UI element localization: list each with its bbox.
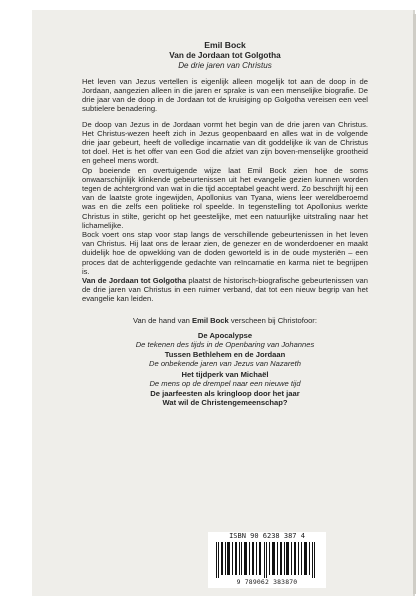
barcode-icon <box>214 542 320 578</box>
book-item-subtitle: De tekenen des tijds in de Openbaring van Johannes <box>135 339 315 349</box>
other-books-intro <box>82 316 368 325</box>
barcode-box <box>208 532 326 588</box>
header <box>82 40 368 71</box>
page-edge <box>413 14 416 594</box>
book-item-subtitle: De onbekende jaren van Jezus van Nazareth <box>149 359 301 369</box>
paragraph-5-bold-title: Van de Jordaan tot Golgotha <box>82 275 187 285</box>
book-item-title: De jaarfeesten als kringloop door het jaar <box>150 389 300 398</box>
paragraph-4: Bock voert ons stap voor stap langs de verschillende gebeurtenissen in het leven van Christus. Hij laat ons de leraar zien, de genezer en de wonderdoener en maakt duidelijk hoe de opwekking van de doden geworteld is in de oude mysteriën – een proces dat de achterliggende gedachte van reïncarnatie en karma niet te begrijpen is. <box>82 229 368 276</box>
book-item-title: Tussen Bethlehem en de Jordaan <box>164 350 286 360</box>
paragraph-2: De doop van Jezus in de Jordaan vormt het begin van de drie jaren van Christus. Het Christus-wezen heeft zich in Jezus geopenbaard en alles wat in de volgende drie jaar gebeurt, heeft de volledige incarnatie van dit goddelijke ik van de Christus tot doel. Het is het offer van een God die afziet van zijn boven-menselijke grootheid en geheel mens wordt. <box>82 119 368 166</box>
paragraph-5-text: plaatst de historisch-biografische gebeurtenissen van de drie jaren van Christus in een ruimer verband, dat tot een nieuw begrip van het evangelie kan leiden. <box>82 275 369 304</box>
paragraph-1: Het leven van Jezus vertellen is eigenlijk alleen mogelijk tot aan de doop in de Jordaan, aangezien alleen in die jaren er sprake is van een menselijke biografie. De drie jaar van de doop in de Jordaan tot de kruisiging op Golgotha vereisen een veel subtielere benadering. <box>82 76 368 114</box>
book-item-title: De Apocalypse <box>197 330 253 340</box>
book-item-title: Wat wil de Christengemeenschap? <box>162 398 288 408</box>
paragraph-5 <box>82 276 368 304</box>
author-name: Emil Bock <box>204 40 246 50</box>
book-item-title: Het tijdperk van Michaël <box>181 369 269 379</box>
isbn-label: ISBN 90 6238 387 4 <box>229 532 305 540</box>
intro-suffix: verscheen bij Christofoor: <box>228 315 317 325</box>
book-subtitle: De drie jaren van Christus <box>178 60 272 70</box>
intro-prefix: Van de hand van <box>133 315 193 325</box>
barcode-digits: 9 789062 383870 <box>236 578 298 586</box>
book-item-subtitle: De mens op de drempel naar een nieuwe tijd <box>149 378 301 388</box>
other-books-section <box>82 316 368 408</box>
back-cover-text <box>82 40 368 407</box>
book-title: Van de Jordaan tot Golgotha <box>169 50 281 60</box>
intro-author: Emil Bock <box>192 315 229 325</box>
paragraph-3: Op boeiende en overtuigende wijze laat Emil Bock zien hoe de soms onwaarschijnlijk klinkende gebeurtenissen uit het evangelie gezien kunnen worden tegen de achtergrond van wat in die tijd acceptabel geacht werd. Zo beschrijft hij een van de laatste grote ingewijden, Apollonius van Tyana, wiens leer wereldberoemd was en die zelfs een politieke rol speelde. In tegenstelling tot Apollonius werkte Christus in stilte, gericht op het geestelijke, met een natuurlijke uitstraling naar het lichamelijke. <box>82 165 368 230</box>
